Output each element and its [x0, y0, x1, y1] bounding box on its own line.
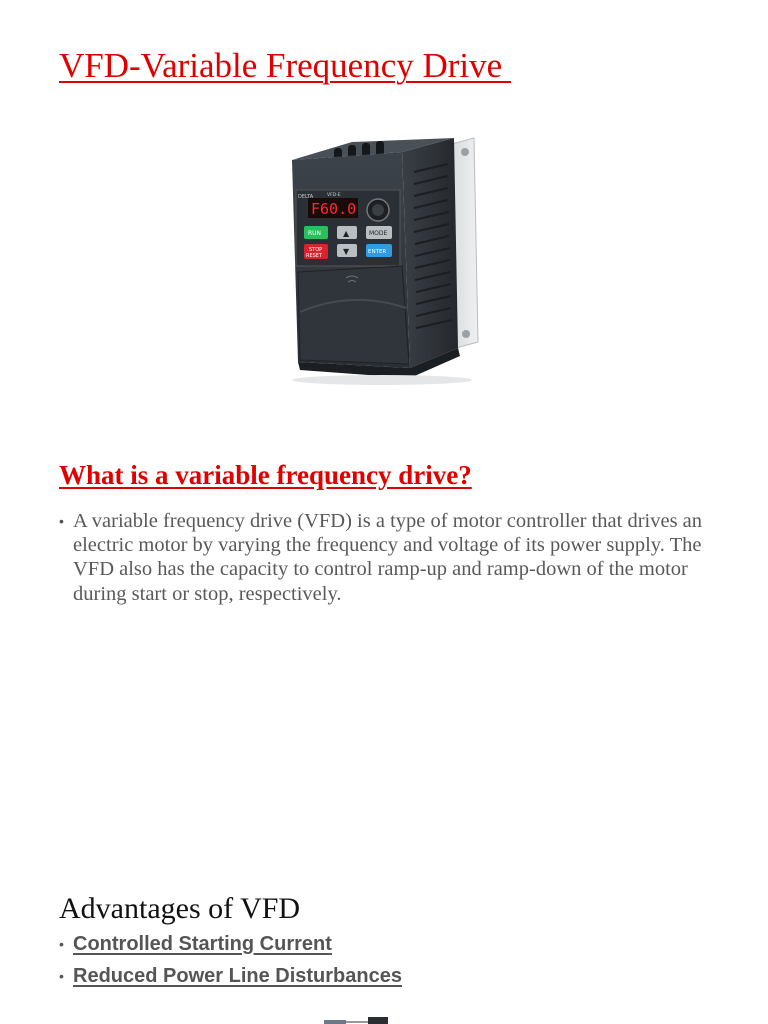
- advantage-link-starting-current[interactable]: Controlled Starting Current: [73, 932, 332, 955]
- run-key-label: RUN: [308, 230, 322, 237]
- led-display: F60.0: [311, 200, 357, 218]
- bullet-icon: •: [59, 936, 64, 952]
- vfd-product-image: [282, 112, 492, 390]
- mode-key-label: MODE: [369, 230, 388, 237]
- definition-text: A variable frequency drive (VFD) is a type of motor controller that drives an electric motor by varying the frequency and voltage of its power supply. The VFD also has the capacity to control ramp-up and ramp-down of the motor during start or stop, respectively.: [73, 510, 703, 605]
- list-item: [59, 928, 402, 960]
- partial-image-bottom: [320, 1014, 400, 1024]
- bullet-icon: •: [59, 513, 64, 529]
- page-title: VFD-Variable Frequency Drive: [59, 46, 511, 85]
- down-arrow-icon: ▼: [343, 247, 350, 256]
- enter-key-label: ENTER: [368, 249, 387, 255]
- brand-label: DELTA: [298, 194, 314, 200]
- advantage-link-power-line[interactable]: Reduced Power Line Disturbances: [73, 964, 402, 987]
- bullet-icon: •: [59, 968, 64, 984]
- model-label: VFD-E: [327, 193, 341, 198]
- stop-key-label: STOP: [309, 247, 323, 253]
- section-heading-advantages: Advantages of VFD: [59, 892, 301, 925]
- reset-key-label: RESET: [306, 253, 323, 259]
- list-item: [59, 960, 402, 992]
- advantages-list: [59, 928, 402, 992]
- section-heading-what-is-vfd: What is a variable frequency drive?: [59, 460, 472, 490]
- up-arrow-icon: ▲: [343, 229, 350, 238]
- definition-bullet: [59, 509, 719, 606]
